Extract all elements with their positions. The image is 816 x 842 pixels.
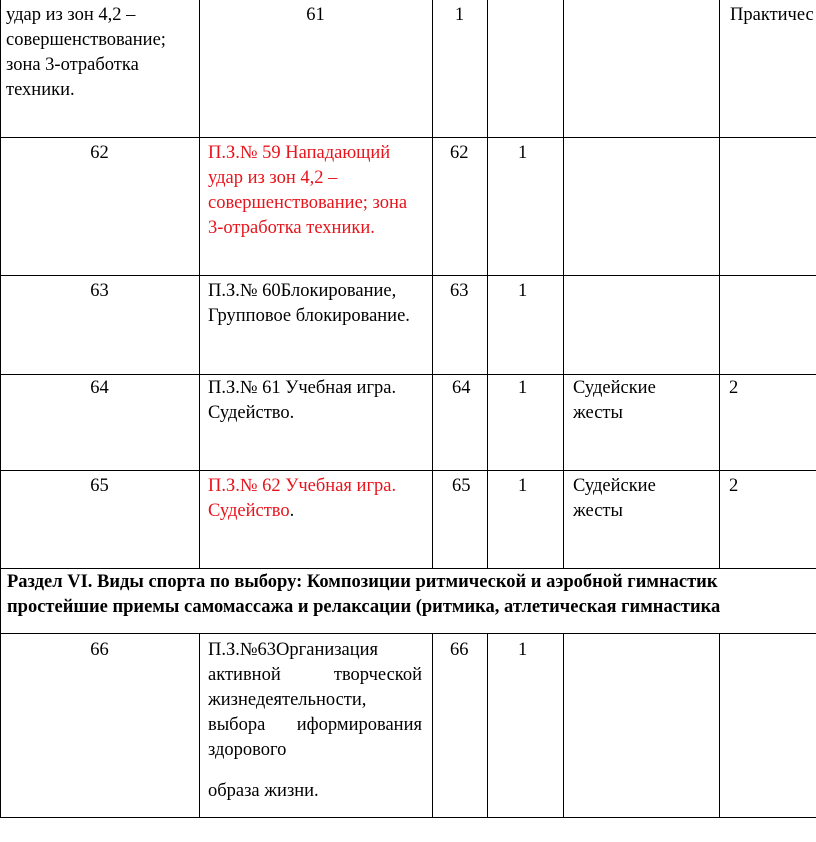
grid-line — [0, 568, 1, 633]
topic-cell: удар из зон 4,2 – совершенствование; зона 3-отработка техники. — [6, 5, 166, 100]
grid-line — [0, 275, 816, 276]
topic-cell: П.З.№ 59 Нападающий удар из зон 4,2 – совершенствование; зона 3-отработка техники. — [208, 143, 408, 238]
hours-cell: 1 — [518, 476, 528, 496]
grid-line — [0, 137, 816, 138]
lesson-number-cell: 62 — [450, 143, 469, 163]
grid-line — [0, 470, 816, 471]
grid-line — [719, 0, 720, 568]
grid-line — [487, 0, 488, 568]
grid-line — [432, 0, 433, 568]
hours-cell: 1 — [518, 378, 528, 398]
topic-line: образа жизни. — [208, 781, 319, 801]
grid-line — [719, 633, 720, 818]
hours-cell: 1 — [518, 640, 528, 660]
row-number-cell: 62 — [90, 143, 109, 163]
lesson-number-cell: 61 — [306, 5, 325, 25]
lesson-number-cell: 66 — [450, 640, 469, 660]
grid-line — [0, 817, 816, 818]
lesson-number-cell: 65 — [452, 476, 471, 496]
grid-line — [563, 0, 564, 568]
row-number-cell: 64 — [90, 378, 109, 398]
points-cell: 2 — [729, 378, 739, 398]
topic-line: активной творческой — [208, 665, 422, 685]
topic-text: П.З.№ 62 Учебная игра. Судейство — [208, 476, 397, 521]
grid-line — [0, 633, 816, 634]
grid-line — [0, 374, 816, 375]
row-number-cell: 66 — [90, 640, 109, 660]
grid-line — [0, 568, 816, 569]
topic-cell — [208, 638, 422, 804]
grid-line — [432, 633, 433, 818]
topic-cell: П.З.№ 60Блокирование, Групповое блокирование. — [208, 281, 410, 326]
section-title-line: Раздел VI. Виды спорта по выбору: Композиции ритмической и аэробной гимнастик — [7, 572, 718, 592]
row-number-cell: 65 — [90, 476, 109, 496]
form-cell: Практичес — [730, 5, 814, 25]
topic-line: выбора иформирования — [208, 715, 422, 735]
hours-cell: 1 — [518, 143, 528, 163]
grid-line — [199, 633, 200, 818]
row-number-cell: 63 — [90, 281, 109, 301]
hours-cell: 1 — [454, 5, 465, 25]
topic-suffix: . — [289, 501, 295, 521]
lesson-number-cell: 64 — [452, 378, 471, 398]
points-cell: 2 — [729, 476, 739, 496]
section-title-line: простейшие приемы самомассажа и релаксации (ритмика, атлетическая гимнастика — [7, 597, 721, 617]
grid-line — [199, 0, 200, 568]
control-cell: Судейские жесты — [573, 378, 656, 423]
topic-cell — [208, 474, 428, 524]
lesson-number-cell: 63 — [450, 281, 469, 301]
topic-line: жизнедеятельности, — [208, 690, 367, 710]
grid-line — [563, 633, 564, 818]
grid-line — [487, 633, 488, 818]
topic-line: здорового — [208, 740, 287, 760]
topic-line: П.З.№63Организация — [208, 640, 379, 660]
control-cell: Судейские жесты — [573, 476, 656, 521]
hours-cell: 1 — [518, 281, 528, 301]
topic-cell: П.З.№ 61 Учебная игра. Судейство. — [208, 378, 397, 423]
